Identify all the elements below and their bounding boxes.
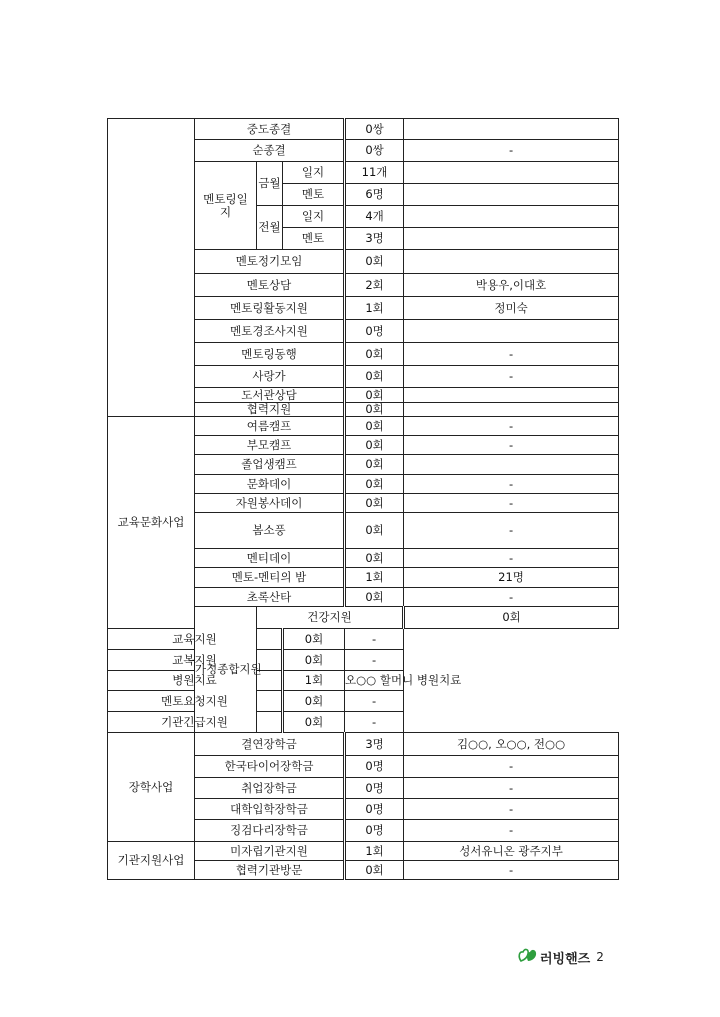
item-count: 0회	[345, 549, 404, 568]
mentor-count: 6명	[345, 184, 404, 206]
table-row	[108, 842, 619, 861]
item-name: 여름캠프	[195, 417, 345, 436]
item-count: 1회	[345, 297, 404, 320]
item-note: -	[345, 650, 404, 671]
item-name: 자원봉사데이	[195, 494, 345, 513]
table-row	[108, 629, 619, 650]
item-count: 0회	[345, 366, 404, 388]
item-note	[404, 250, 619, 274]
last-month-label: 전월	[257, 206, 283, 250]
item-count: 0회	[345, 455, 404, 475]
item-name: 결연장학금	[195, 733, 345, 756]
table-row	[108, 691, 619, 712]
table-row	[108, 650, 619, 671]
item-count: 0회	[345, 343, 404, 366]
item-note	[404, 320, 619, 343]
item-note	[404, 184, 619, 206]
item-name: 초록산타	[195, 588, 345, 607]
table-row	[108, 712, 619, 733]
item-name: 협력기관방문	[195, 861, 345, 880]
item-count: 0회	[283, 691, 345, 712]
item-note: -	[404, 140, 619, 162]
this-month-label: 금월	[257, 162, 283, 206]
item-count: 0회	[345, 417, 404, 436]
item-note	[404, 119, 619, 140]
group-cell: 교육문화사업	[108, 417, 195, 629]
group-cell: 장학사업	[108, 733, 195, 842]
page-number: 2	[596, 950, 604, 964]
item-note	[404, 455, 619, 475]
item-count: 1회	[345, 842, 404, 861]
item-note: -	[404, 366, 619, 388]
item-count: 0회	[283, 650, 345, 671]
item-name: 멘토-멘티의 밤	[195, 568, 345, 588]
item-count: 0회	[345, 436, 404, 455]
hands-logo-icon	[518, 946, 538, 968]
item-count: 0회	[345, 403, 404, 417]
item-note: -	[404, 475, 619, 494]
item-note: 21명	[404, 568, 619, 588]
item-count: 0쌍	[345, 119, 404, 140]
item-name: 교육지원	[108, 629, 283, 650]
item-note: -	[404, 417, 619, 436]
item-note: -	[404, 513, 619, 549]
mentor-label: 멘토	[283, 184, 345, 206]
item-count: 0명	[345, 820, 404, 842]
table-row	[108, 119, 619, 140]
item-note: 박용우,이대호	[404, 274, 619, 297]
item-count: 0회	[283, 629, 345, 650]
item-note: -	[345, 691, 404, 712]
report-table	[107, 118, 619, 880]
item-note	[404, 206, 619, 228]
item-count: 1회	[283, 671, 345, 691]
item-count: 2회	[345, 274, 404, 297]
item-note	[404, 403, 619, 417]
item-note: -	[404, 756, 619, 778]
table-row	[108, 417, 619, 436]
journal-label: 일지	[283, 162, 345, 184]
item-count: 0명	[345, 778, 404, 799]
item-name: 협력지원	[195, 403, 345, 417]
item-name: 취업장학금	[195, 778, 345, 799]
item-name: 졸업생캠프	[195, 455, 345, 475]
item-note: 오○○ 할머니 병원치료	[345, 671, 404, 691]
item-name: 병원치료	[108, 671, 283, 691]
item-count: 0회	[345, 494, 404, 513]
item-note: -	[404, 549, 619, 568]
item-count: 0회	[345, 513, 404, 549]
item-note: -	[345, 629, 404, 650]
item-name: 봄소풍	[195, 513, 345, 549]
item-note: -	[404, 820, 619, 842]
item-count: 3명	[345, 733, 404, 756]
group-cell: 기관지원사업	[108, 842, 195, 880]
brand-name: 러빙핸즈	[540, 951, 591, 967]
item-name: 한국타이어장학금	[195, 756, 345, 778]
item-name: 징검다리장학금	[195, 820, 345, 842]
item-note: -	[404, 494, 619, 513]
item-count: 0회	[283, 712, 345, 733]
item-count: 0회	[345, 388, 404, 403]
mentor-label: 멘토	[283, 228, 345, 250]
item-name: 멘토경조사지원	[195, 320, 345, 343]
item-note	[404, 162, 619, 184]
item-note: 김○○, 오○○, 전○○	[404, 733, 619, 756]
table-row	[108, 671, 619, 691]
item-name: 멘토링동행	[195, 343, 345, 366]
mentoring-log-label: 멘토링일지	[195, 162, 257, 250]
item-note: -	[404, 799, 619, 820]
item-count: 0회	[345, 475, 404, 494]
group-cell: 가정종합지원	[195, 607, 257, 733]
journal-count: 11개	[345, 162, 404, 184]
item-name: 멘토상담	[195, 274, 345, 297]
item-count: 0회	[345, 588, 404, 607]
item-note: 성서유니온 광주지부	[404, 842, 619, 861]
item-name: 멘토요청지원	[108, 691, 283, 712]
item-name: 부모캠프	[195, 436, 345, 455]
item-count: 0명	[345, 799, 404, 820]
item-count: 0회	[345, 250, 404, 274]
item-name: 사랑가	[195, 366, 345, 388]
item-count: 1회	[345, 568, 404, 588]
item-name: 순종결	[195, 140, 345, 162]
item-note: -	[404, 343, 619, 366]
item-note: -	[404, 436, 619, 455]
table-row	[108, 733, 619, 756]
group-cell	[108, 119, 195, 417]
item-name: 중도종결	[195, 119, 345, 140]
item-name: 멘토링활동지원	[195, 297, 345, 320]
item-note: -	[404, 588, 619, 607]
item-count: 0쌍	[345, 140, 404, 162]
item-note: -	[404, 861, 619, 880]
item-name: 건강지원	[257, 607, 404, 629]
item-name: 대학입학장학금	[195, 799, 345, 820]
item-note: 정미숙	[404, 297, 619, 320]
item-name: 기관긴급지원	[108, 712, 283, 733]
item-note	[404, 388, 619, 403]
item-count: 0회	[345, 861, 404, 880]
item-count: 0회	[404, 607, 619, 629]
item-note: -	[345, 712, 404, 733]
item-name: 문화데이	[195, 475, 345, 494]
mentor-count: 3명	[345, 228, 404, 250]
item-name: 멘티데이	[195, 549, 345, 568]
page-footer	[518, 946, 604, 968]
journal-label: 일지	[283, 206, 345, 228]
journal-count: 4개	[345, 206, 404, 228]
item-name: 미자립기관지원	[195, 842, 345, 861]
item-count: 0명	[345, 320, 404, 343]
item-name: 멘토정기모임	[195, 250, 345, 274]
item-note: -	[404, 778, 619, 799]
item-name: 도서관상담	[195, 388, 345, 403]
item-count: 0명	[345, 756, 404, 778]
item-name: 교복지원	[108, 650, 283, 671]
item-note	[404, 228, 619, 250]
